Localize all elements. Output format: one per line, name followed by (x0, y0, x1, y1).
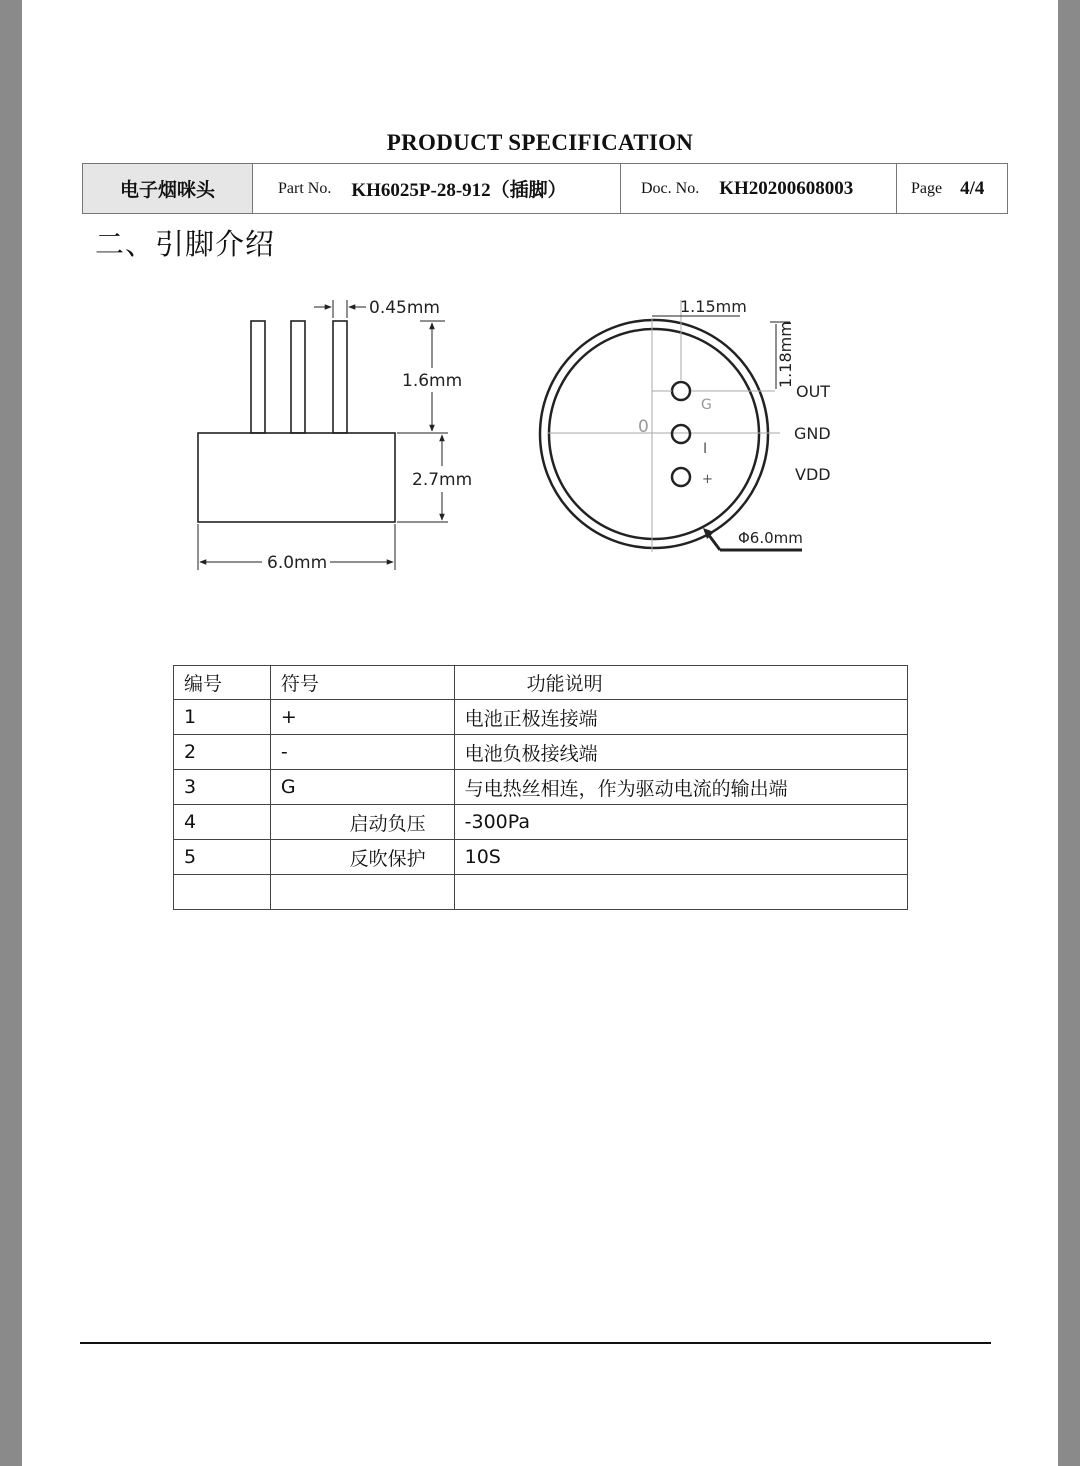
doc-number-label: Doc. No. (641, 179, 700, 197)
top-view-drawing (540, 300, 802, 552)
page-value: 4/4 (960, 177, 985, 199)
product-name: 电子烟咪头 (83, 164, 253, 213)
cell-number: 2 (174, 735, 271, 770)
outer-ring (540, 320, 768, 548)
pin-function-table (173, 665, 908, 910)
doc-number-value: KH20200608003 (719, 177, 854, 199)
part-number-value: KH6025P-28-912（插脚） (351, 180, 567, 201)
header-symbol: 符号 (270, 666, 454, 700)
spec-header-table (82, 163, 1008, 214)
inner-ring (549, 329, 759, 539)
section-heading: 二、引脚介绍 (95, 227, 276, 261)
cell-number: 4 (174, 805, 271, 840)
dim-offset: 1.18mm (776, 321, 795, 388)
footer-rule (80, 1342, 991, 1344)
pin-label-vdd: VDD (795, 465, 831, 484)
dim-pin-height: 1.6mm (402, 371, 463, 391)
part-number-label: Part No. (278, 179, 332, 197)
part-number-cell (253, 164, 621, 213)
pin-1-side (251, 321, 265, 433)
pin-hole-gnd (672, 425, 690, 443)
pin-diagram (0, 280, 1080, 600)
pin-3-side (333, 321, 347, 433)
pin-label-out: OUT (796, 382, 831, 401)
table-row (174, 770, 908, 805)
cell-symbol: G (270, 770, 454, 805)
side-view-drawing (198, 300, 448, 570)
pin-label-gnd: GND (794, 424, 831, 443)
cell-parameter: 启动负压 (270, 805, 454, 840)
pin-mark-plus: + (702, 472, 713, 487)
table-row (174, 735, 908, 770)
cell-value: -300Pa (454, 805, 907, 840)
header-number: 编号 (174, 666, 271, 700)
cell-function: 电池负极接线端 (454, 735, 907, 770)
cell-parameter: 反吹保护 (270, 840, 454, 875)
dim-body-width: 6.0mm (267, 553, 328, 573)
cell-number: 3 (174, 770, 271, 805)
pin-mark-i: I (703, 441, 708, 457)
pin-2-side (291, 321, 305, 433)
cell-number: 5 (174, 840, 271, 875)
cell-function: 与电热丝相连，作为驱动电流的输出端 (454, 770, 907, 805)
cell-value: 10S (454, 840, 907, 875)
cell-function (454, 875, 907, 910)
pin-hole-out (672, 382, 690, 400)
table-header-row (174, 666, 908, 700)
page-label: Page (911, 179, 943, 197)
cell-function: 电池正极连接端 (454, 700, 907, 735)
cell-number (174, 875, 271, 910)
dim-body-height: 2.7mm (412, 470, 473, 490)
cell-symbol: - (270, 735, 454, 770)
cell-symbol: + (270, 700, 454, 735)
header-function: 功能说明 (454, 666, 907, 700)
cell-number: 1 (174, 700, 271, 735)
page-cell (897, 164, 1007, 213)
pin-mark-g: G (701, 397, 712, 413)
doc-number-cell (621, 164, 897, 213)
table-row-empty (174, 875, 908, 910)
table-row (174, 700, 908, 735)
dim-pin-spacing: 1.15mm (680, 297, 747, 316)
document-title: PRODUCT SPECIFICATION (386, 130, 694, 155)
dim-pin-width: 0.45mm (369, 298, 440, 318)
table-row (174, 805, 908, 840)
body-side (198, 433, 395, 522)
pin-hole-vdd (672, 468, 690, 486)
dim-diameter: Φ6.0mm (738, 529, 803, 547)
table-row (174, 840, 908, 875)
cell-symbol (270, 875, 454, 910)
center-mark: 0 (638, 417, 649, 437)
